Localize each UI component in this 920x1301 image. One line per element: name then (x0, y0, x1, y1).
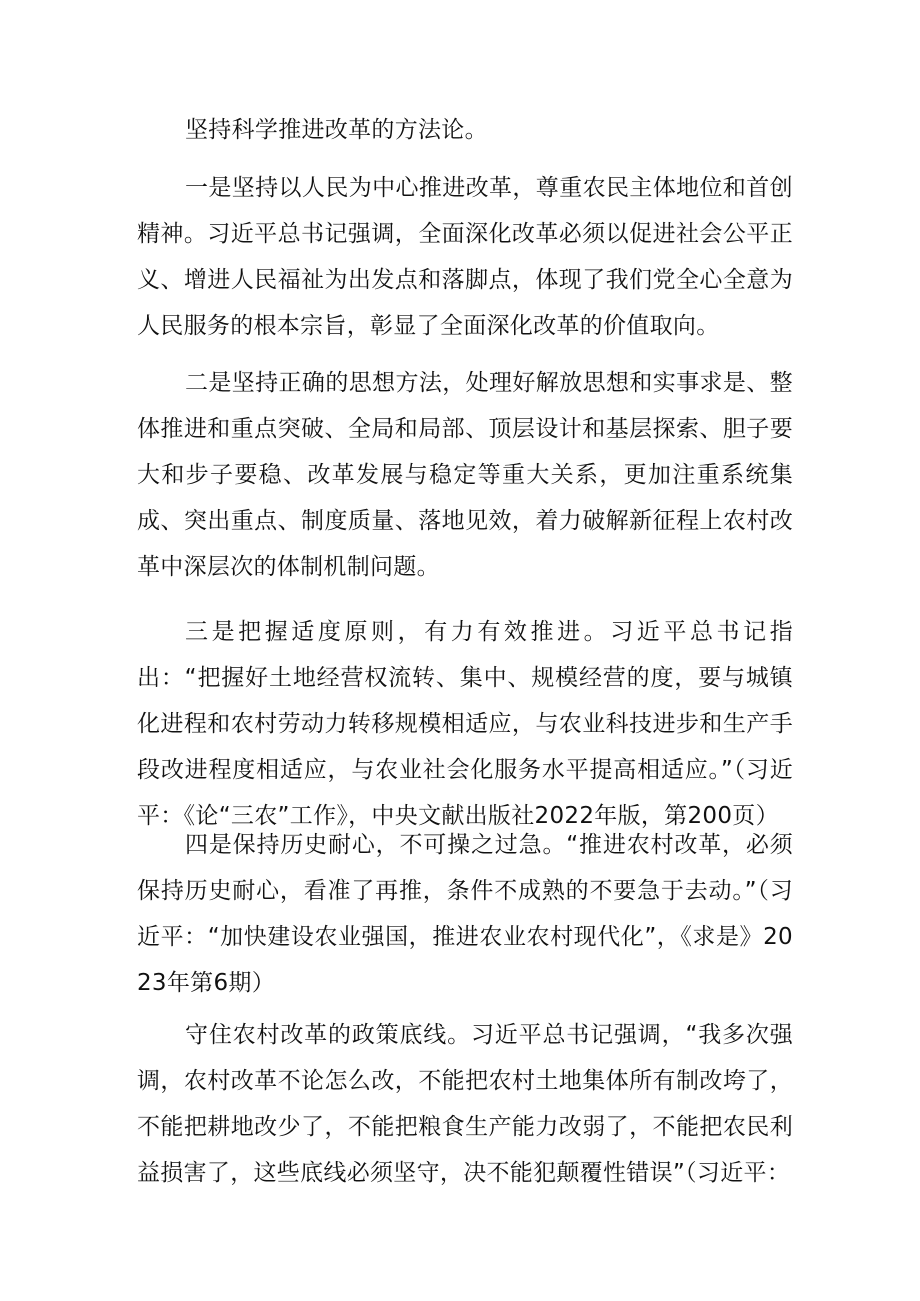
paragraph-point-one: 一是坚持以人民为中心推进改革，尊重农民主体地位和首创精神。习近平总书记强调，全面深化改革必须以促进社会公平正义、增进人民福祉为出发点和落脚点，体现了我们党全心全意为人民服务的根本宗旨，彰显了全面深化改革的价值取向。 (137, 175, 793, 339)
paragraph-policy-bottom-line: 守住农村改革的政策底线。习近平总书记强调，“我多次强调，农村改革不论怎么改，不能把农村土地集体所有制改垮了，不能把耕地改少了，不能把粮食生产能力改弱了，不能把农民利益损害了，这些底线必须坚守，决不能犯颠覆性错误”（习近平： (137, 1022, 793, 1186)
paragraph-point-four: 四是保持历史耐心，不可操之过急。“推进农村改革，必须保持历史耐心，看准了再推，条件不成熟的不要急于去动。”（习近平：“加快建设农业强国，推进农业农村现代化”，《求是》2023年第6期） (137, 832, 793, 996)
paragraph-point-two: 二是坚持正确的思想方法，处理好解放思想和实事求是、整体推进和重点突破、全局和局部、顶层设计和基层探索、胆子要大和步子要稳、改革发展与稳定等重大关系，更加注重系统集成、突出重点、制度质量、落地见效，着力破解新征程上农村改革中深层次的体制机制问题。 (137, 370, 793, 580)
paragraph-methodology-heading: 坚持科学推进改革的方法论。 (185, 117, 488, 143)
paragraph-point-three: 三是把握适度原则，有力有效推进。习近平总书记指出：“把握好土地经营权流转、集中、规模经营的度，要与城镇化进程和农村劳动力转移规模相适应，与农业科技进步和生产手段改进程度相适应，与农业社会化服务水平提高相适应。”（习近平：《论“三农”工作》，中央文献出版社2022年版，第200页） (137, 619, 793, 829)
